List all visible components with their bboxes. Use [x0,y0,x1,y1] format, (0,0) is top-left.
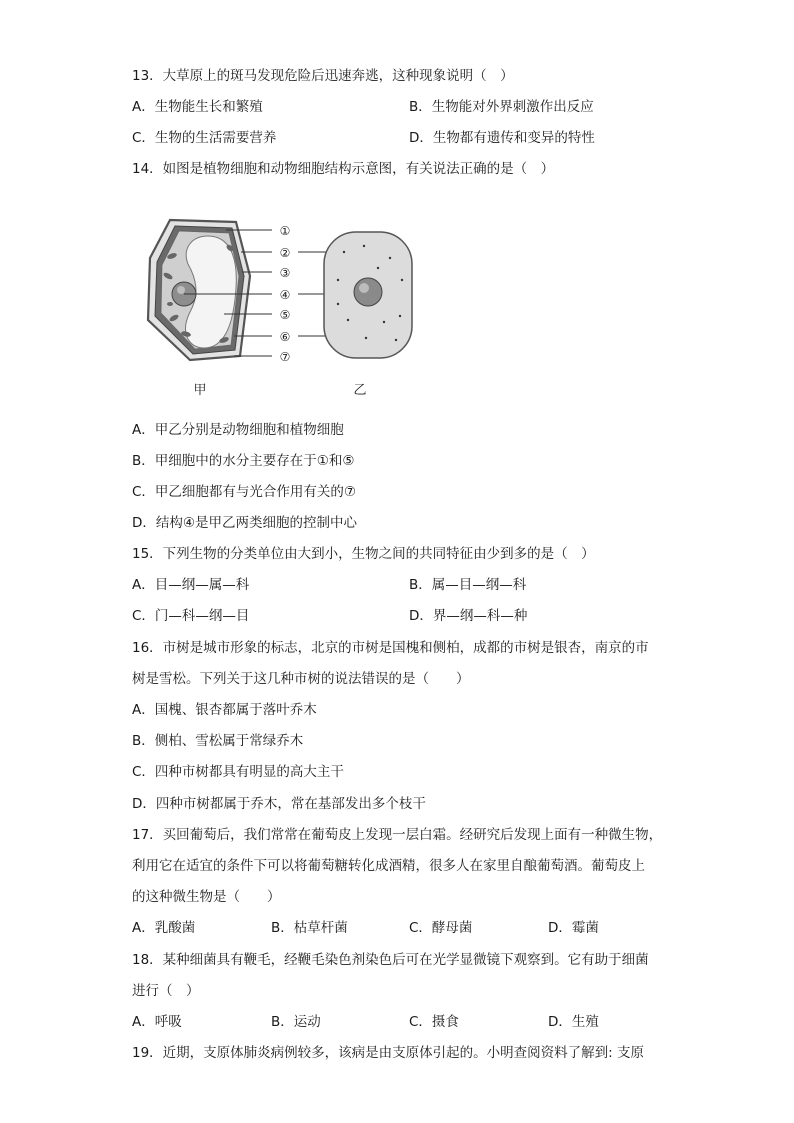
q17-option-c[interactable]: C．酵母菌 [409,920,473,936]
q18-option-c[interactable]: C．摄食 [409,1014,459,1030]
q15-stem: 15．下列生物的分类单位由大到小，生物之间的共同特征由少到多的是（ ） [132,546,595,562]
q18-option-b[interactable]: B．运动 [271,1014,321,1030]
cell-structure-figure [138,208,428,403]
q18-option-d[interactable]: D．生殖 [548,1014,599,1030]
caption-yi: 乙 [353,383,367,398]
label-6: ⑥ [279,330,291,344]
q15-option-b[interactable]: B．属—目—纲—科 [409,577,527,593]
q17-stem-line1: 17．买回葡萄后，我们常常在葡萄皮上发现一层白霜。经研究后发现上面有一种微生物， [132,827,663,843]
label-7: ⑦ [279,350,291,364]
q14-option-a[interactable]: A．甲乙分别是动物细胞和植物细胞 [132,422,344,438]
q14-option-b[interactable]: B．甲细胞中的水分主要存在于①和⑤ [132,453,355,469]
q16-option-b[interactable]: B．侧柏、雪松属于常绿乔木 [132,733,304,749]
q17-option-a[interactable]: A．乳酸菌 [132,920,196,936]
q13-option-a[interactable]: A．生物能生长和繁殖 [132,99,263,115]
q16-option-d[interactable]: D．四种市树都属于乔木，常在基部发出多个枝干 [132,796,426,812]
q13-stem: 13．大草原上的斑马发现危险后迅速奔逃，这种现象说明（ ） [132,68,514,84]
q16-stem-line2: 树是雪松。下列关于这几种市树的说法错误的是（ ） [132,671,470,687]
label-5: ⑤ [279,308,291,322]
q18-stem-line2: 进行（ ） [132,983,200,999]
q18-stem-line1: 18．某种细菌具有鞭毛，经鞭毛染色剂染色后可在光学显微镜下观察到。它有助于细菌 [132,952,649,968]
q17-option-d[interactable]: D．霉菌 [548,920,599,936]
q17-stem-line3: 的这种微生物是（ ） [132,889,281,905]
q18-option-a[interactable]: A．呼吸 [132,1014,182,1030]
q14-option-d[interactable]: D．结构④是甲乙两类细胞的控制中心 [132,515,357,531]
q16-stem-line1: 16．市树是城市形象的标志，北京的市树是国槐和侧柏，成都的市树是银杏，南京的市 [132,640,649,656]
q15-option-a[interactable]: A．目—纲—属—科 [132,577,250,593]
plant-cell [148,220,250,360]
q19-stem-line1: 19．近期，支原体肺炎病例较多，该病是由支原体引起的。小明查阅资料了解到: 支原 [132,1045,645,1061]
caption-jia: 甲 [193,383,207,398]
q14-option-c[interactable]: C．甲乙细胞都有与光合作用有关的⑦ [132,484,357,500]
q13-option-c[interactable]: C．生物的生活需要营养 [132,130,277,146]
q14-stem: 14．如图是植物细胞和动物细胞结构示意图，有关说法正确的是（ ） [132,161,555,177]
label-3: ③ [279,266,291,280]
label-1: ① [279,224,291,238]
animal-cell [324,232,412,358]
q15-option-d[interactable]: D．界—纲—科—种 [409,608,528,624]
q15-option-c[interactable]: C．门—科—纲—目 [132,608,250,624]
label-2: ② [279,246,291,260]
q16-option-c[interactable]: C．四种市树都具有明显的高大主干 [132,764,344,780]
q16-option-a[interactable]: A．国槐、银杏都属于落叶乔木 [132,702,317,718]
q17-stem-line2: 利用它在适宜的条件下可以将葡萄糖转化成酒精，很多人在家里自酿葡萄酒。葡萄皮上 [132,858,645,874]
label-4: ④ [279,288,291,302]
cell-diagram [138,208,428,403]
q13-option-d[interactable]: D．生物都有遗传和变异的特性 [409,130,595,146]
q17-option-b[interactable]: B．枯草杆菌 [271,920,348,936]
q13-option-b[interactable]: B．生物能对外界刺激作出反应 [409,99,594,115]
